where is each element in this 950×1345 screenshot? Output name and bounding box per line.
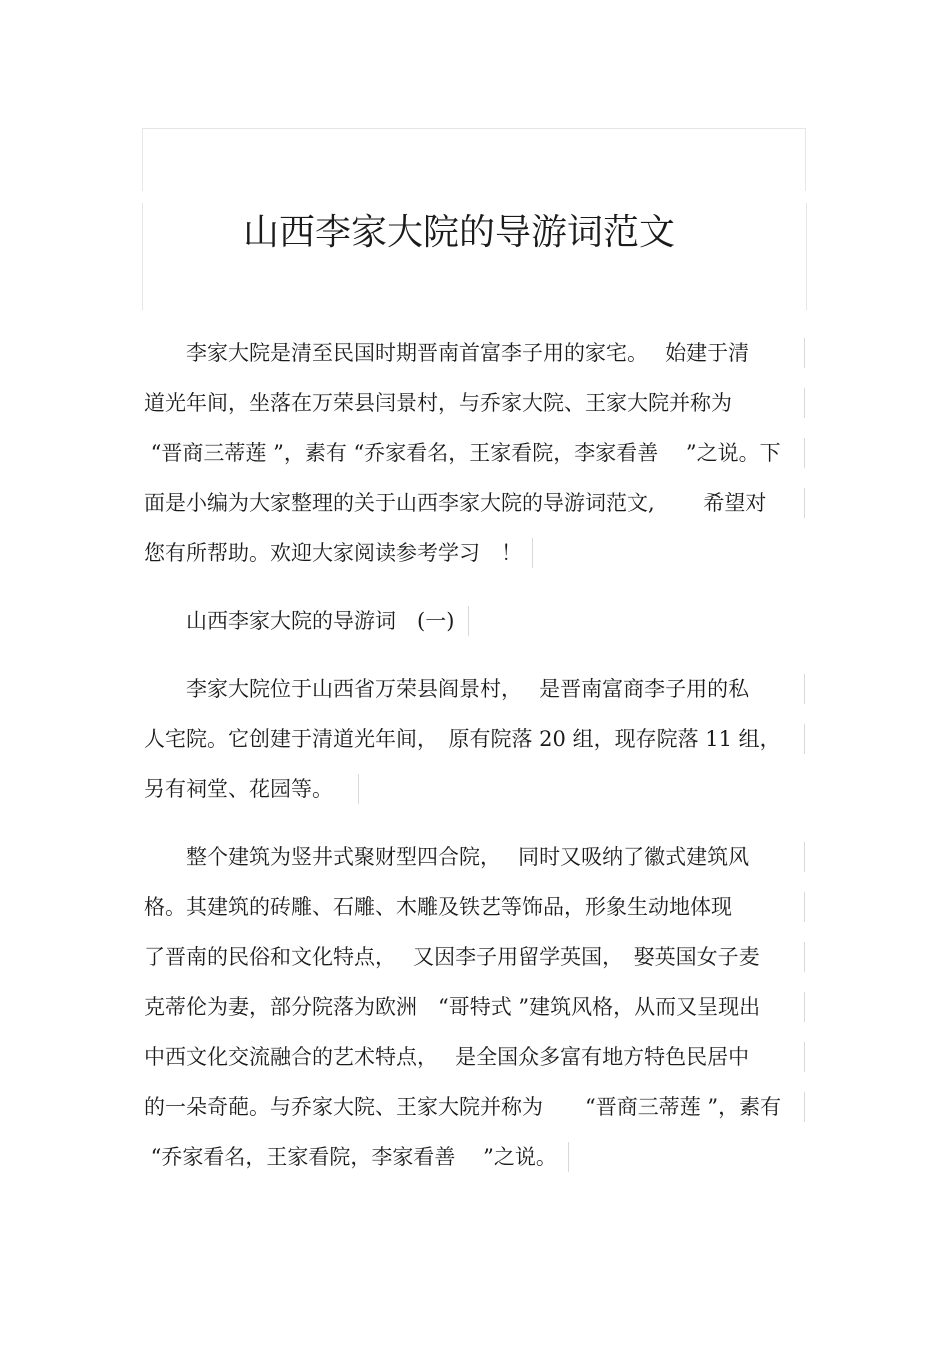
line-edge (804, 488, 805, 518)
line-edge (532, 538, 533, 568)
intro-line-5: 您有所帮助。欢迎大家阅读参考学习 ！ (144, 541, 522, 565)
page-title: 山西李家大院的导游词范文 (242, 212, 675, 253)
para2-line-4: 克蒂伦为妻，部分院落为欧洲 “哥特式 ”建筑风格，从而又呈现出 (144, 995, 761, 1019)
para1-line-3: 另有祠堂、花园等。 (144, 777, 333, 801)
para2-line-3: 了晋南的民俗和文化特点， 又因李子用留学英国， 娶英国女子麦 (144, 945, 760, 969)
line-edge (468, 606, 469, 636)
para2-line-5: 中西文化交流融合的艺术特点， 是全国众多富有地方特色民居中 (144, 1045, 750, 1069)
line-edge (804, 992, 805, 1022)
line-edge (804, 892, 805, 922)
line-edge (804, 942, 805, 972)
line-edge (804, 1042, 805, 1072)
line-edge (804, 438, 805, 468)
para2-line-7: “乔家看名，王家看院，李家看善 ”之说。 (144, 1145, 557, 1169)
para2-line-6: 的一朵奇葩。与乔家大院、王家大院并称为 “晋商三蒂莲 ”，素有 (144, 1095, 782, 1119)
line-edge (804, 674, 805, 704)
intro-line-3: “晋商三蒂莲 ”，素有 “乔家看名，王家看院，李家看善 ”之说。下 (144, 441, 781, 465)
intro-line-1: 李家大院是清至民国时期晋南首富李子用的家宅。 始建于清 (144, 341, 750, 365)
line-edge (358, 774, 359, 804)
frame-right-line (806, 203, 807, 310)
line-edge (804, 1092, 805, 1122)
para1-line-1: 李家大院位于山西省万荣县阎景村， 是晋南富商李子用的私 (144, 677, 750, 701)
intro-line-4: 面是小编为大家整理的关于山西李家大院的导游词范文, 希望对 (144, 491, 767, 515)
para1-line-2: 人宅院。它创建于清道光年间， 原有院落 20 组，现存院落 11 组， (144, 727, 781, 751)
section-heading: 山西李家大院的导游词 (一) (144, 609, 455, 633)
line-edge (804, 842, 805, 872)
line-edge (804, 388, 805, 418)
para2-line-1: 整个建筑为竖井式聚财型四合院， 同时又吸纳了徽式建筑风 (144, 845, 750, 869)
line-edge (804, 338, 805, 368)
line-edge (568, 1142, 569, 1172)
line-edge (804, 724, 805, 754)
intro-line-2: 道光年间，坐落在万荣县闫景村，与乔家大院、王家大院并称为 (144, 391, 732, 415)
para2-line-2: 格。其建筑的砖雕、石雕、木雕及铁艺等饰品，形象生动地体现 (144, 895, 732, 919)
